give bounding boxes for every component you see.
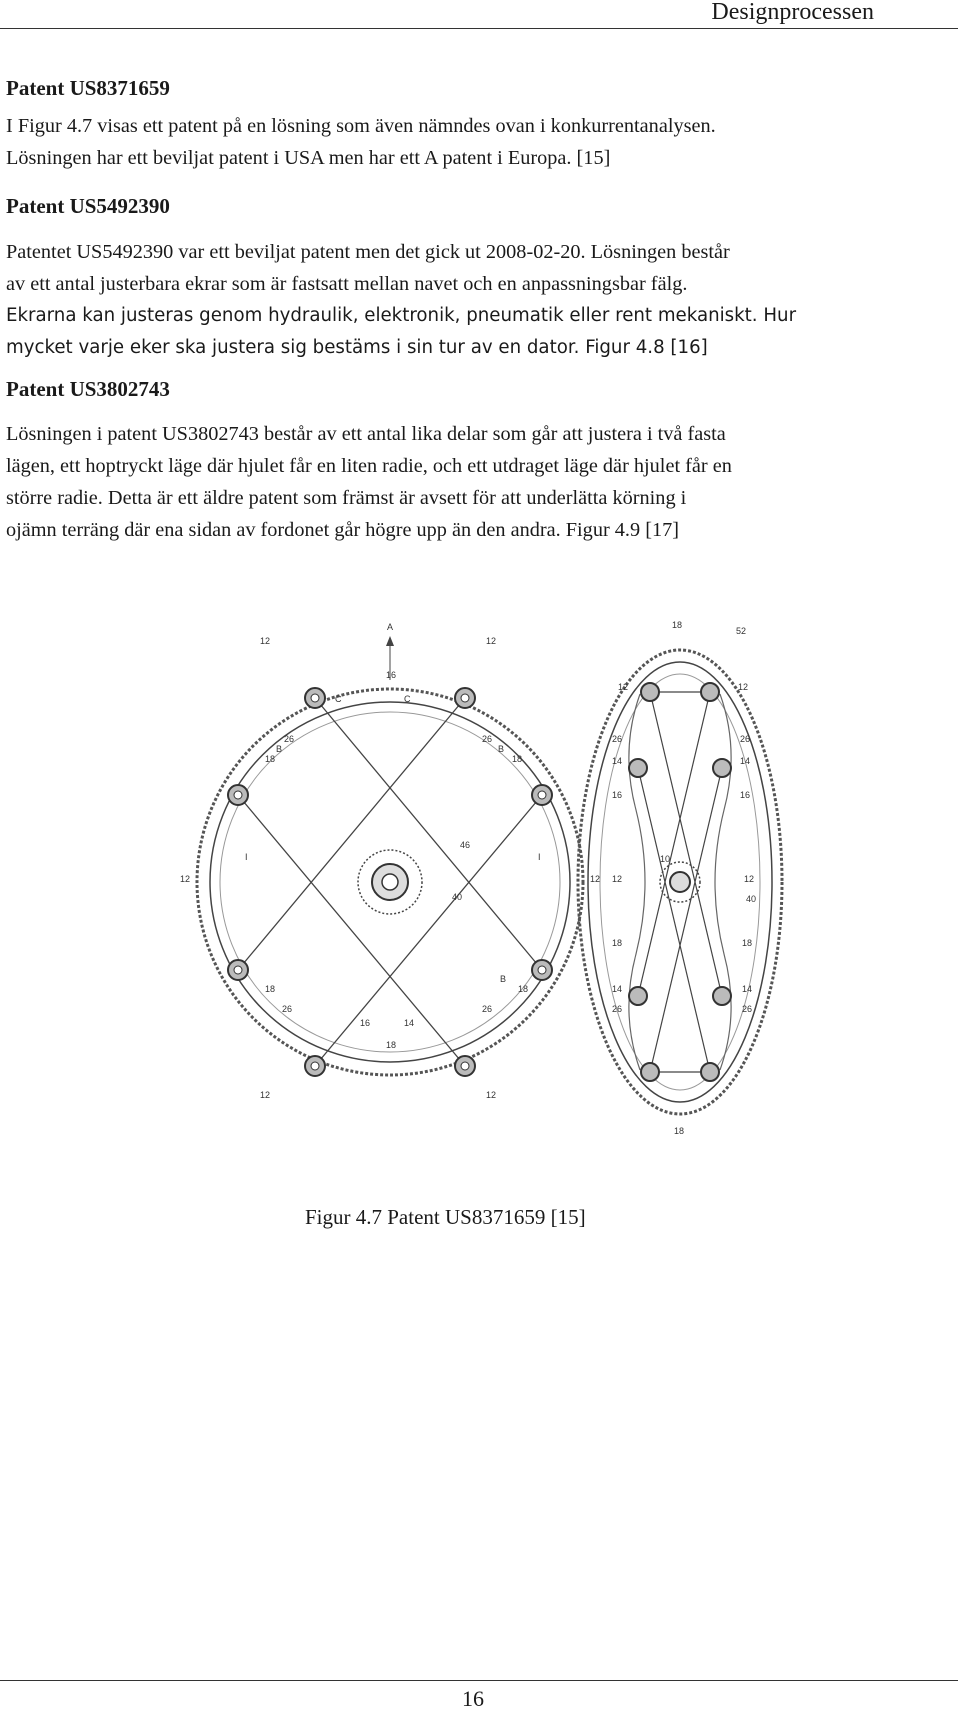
header-rule bbox=[0, 28, 958, 29]
reference-label: 26 bbox=[612, 734, 623, 744]
reference-label: 18 bbox=[518, 984, 529, 994]
rim-node bbox=[701, 683, 719, 701]
reference-label: C bbox=[404, 694, 411, 704]
reference-label: 26 bbox=[742, 1004, 753, 1014]
reference-label: 12 bbox=[744, 874, 755, 884]
reference-label: 12 bbox=[260, 636, 271, 646]
reference-label: 12 bbox=[486, 1090, 497, 1100]
reference-label: 12 bbox=[618, 682, 629, 692]
reference-label: 12 bbox=[612, 874, 623, 884]
rim-node-bolt bbox=[234, 966, 242, 974]
running-header-title: Designprocessen bbox=[711, 0, 874, 25]
rim-node-bolt bbox=[461, 1062, 469, 1070]
reference-label: 52 bbox=[736, 626, 747, 636]
spoke-line bbox=[315, 698, 542, 970]
round-wheel-labels bbox=[180, 622, 600, 1100]
reference-label: 46 bbox=[460, 840, 471, 850]
reference-label: 18 bbox=[265, 984, 276, 994]
section-paragraph-2 bbox=[6, 236, 796, 364]
reference-label: A bbox=[387, 622, 394, 632]
text-line: av ett antal justerbara ekrar som är fastsatt mellan navet och en anpassningsbar fälg. bbox=[6, 273, 688, 295]
text-line: I Figur 4.7 visas ett patent på en lösning som även nämndes ovan i konkurrentanalysen. bbox=[6, 115, 716, 137]
rim-node bbox=[641, 683, 659, 701]
reference-label: C bbox=[335, 694, 342, 704]
reference-label: 12 bbox=[486, 636, 497, 646]
text-line: lägen, ett hoptryckt läge där hjulet får en liten radie, och ett utdraget läge där hjulet får en bbox=[6, 455, 732, 477]
spoke-line bbox=[238, 795, 465, 1066]
round-wheel-drawing bbox=[197, 636, 583, 1076]
reference-label: 18 bbox=[674, 1126, 685, 1136]
section-heading-3: Patent US3802743 bbox=[6, 377, 170, 401]
page-number: 16 bbox=[462, 1686, 484, 1711]
reference-label: 26 bbox=[282, 1004, 293, 1014]
spoke-line bbox=[638, 692, 710, 996]
reference-label: 16 bbox=[386, 670, 397, 680]
reference-label: B bbox=[276, 744, 283, 754]
reference-label: 18 bbox=[742, 938, 753, 948]
section-heading-2: Patent US5492390 bbox=[6, 194, 170, 218]
spoke-line bbox=[650, 768, 722, 1072]
rim-node-bolt bbox=[538, 966, 546, 974]
text-line: mycket varje eker ska justera sig bestäms i sin tur av en dator. Figur 4.8 [16] bbox=[6, 337, 708, 358]
reference-label: 26 bbox=[482, 734, 493, 744]
patent-figure bbox=[160, 600, 800, 1180]
reference-label: 10 bbox=[660, 854, 671, 864]
rim-node bbox=[641, 1063, 659, 1081]
reference-label: 26 bbox=[284, 734, 295, 744]
reference-label: B bbox=[498, 744, 505, 754]
text-line: Ekrarna kan justeras genom hydraulik, elektronik, pneumatik eller rent mekaniskt. Hur bbox=[6, 305, 797, 326]
rim-node-bolt bbox=[311, 694, 319, 702]
reference-label: 12 bbox=[260, 1090, 271, 1100]
rim-node bbox=[713, 987, 731, 1005]
reference-label: 12 bbox=[180, 874, 191, 884]
reference-label: 18 bbox=[265, 754, 276, 764]
reference-label: 16 bbox=[740, 790, 751, 800]
text-line: ojämn terräng där ena sidan av fordonet går högre upp än den andra. Figur 4.9 [17] bbox=[6, 519, 679, 541]
figure-caption: Figur 4.7 Patent US8371659 [15] bbox=[305, 1205, 586, 1229]
reference-label: I bbox=[245, 852, 248, 862]
section-paragraph-3 bbox=[6, 418, 732, 546]
reference-label: I bbox=[538, 852, 541, 862]
rim-node-bolt bbox=[234, 791, 242, 799]
reference-label: 14 bbox=[740, 756, 751, 766]
reference-label: 14 bbox=[612, 984, 623, 994]
reference-label: B bbox=[500, 974, 507, 984]
reference-label: 26 bbox=[482, 1004, 493, 1014]
reference-label: 14 bbox=[742, 984, 753, 994]
rim-node-bolt bbox=[311, 1062, 319, 1070]
reference-label: 12 bbox=[738, 682, 749, 692]
text-line: Lösningen har ett beviljat patent i USA men har ett A patent i Europa. [15] bbox=[6, 147, 611, 169]
text-line: större radie. Detta är ett äldre patent som främst är avsett för att underlätta körning i bbox=[6, 487, 687, 509]
text-line: Patentet US5492390 var ett beviljat patent men det gick ut 2008-02-20. Lösningen består bbox=[6, 241, 730, 263]
spoke-line bbox=[238, 698, 465, 970]
reference-label: 16 bbox=[360, 1018, 371, 1028]
reference-label: 18 bbox=[386, 1040, 397, 1050]
rim-node bbox=[713, 759, 731, 777]
reference-label: 14 bbox=[404, 1018, 415, 1028]
section-heading-1: Patent US8371659 bbox=[6, 76, 170, 100]
reference-label: 18 bbox=[612, 938, 623, 948]
reference-label: 18 bbox=[672, 620, 683, 630]
rim-node-bolt bbox=[461, 694, 469, 702]
rim-node bbox=[701, 1063, 719, 1081]
spoke-line bbox=[650, 692, 722, 996]
reference-label: 26 bbox=[740, 734, 751, 744]
reference-label: 14 bbox=[612, 756, 623, 766]
reference-label: 18 bbox=[512, 754, 523, 764]
footer-rule bbox=[0, 1680, 958, 1681]
reference-label: 40 bbox=[452, 892, 463, 902]
text-line: Lösningen i patent US3802743 består av ett antal lika delar som går att justera i två fasta bbox=[6, 423, 726, 445]
spoke-line bbox=[315, 795, 542, 1066]
rim-node bbox=[629, 987, 647, 1005]
section-paragraph-1 bbox=[6, 110, 716, 174]
reference-label: 12 bbox=[590, 874, 601, 884]
reference-label: 40 bbox=[746, 894, 757, 904]
rim-node bbox=[629, 759, 647, 777]
reference-label: 16 bbox=[612, 790, 623, 800]
reference-label: 26 bbox=[612, 1004, 623, 1014]
spoke-line bbox=[638, 768, 710, 1072]
rim-node-bolt bbox=[538, 791, 546, 799]
